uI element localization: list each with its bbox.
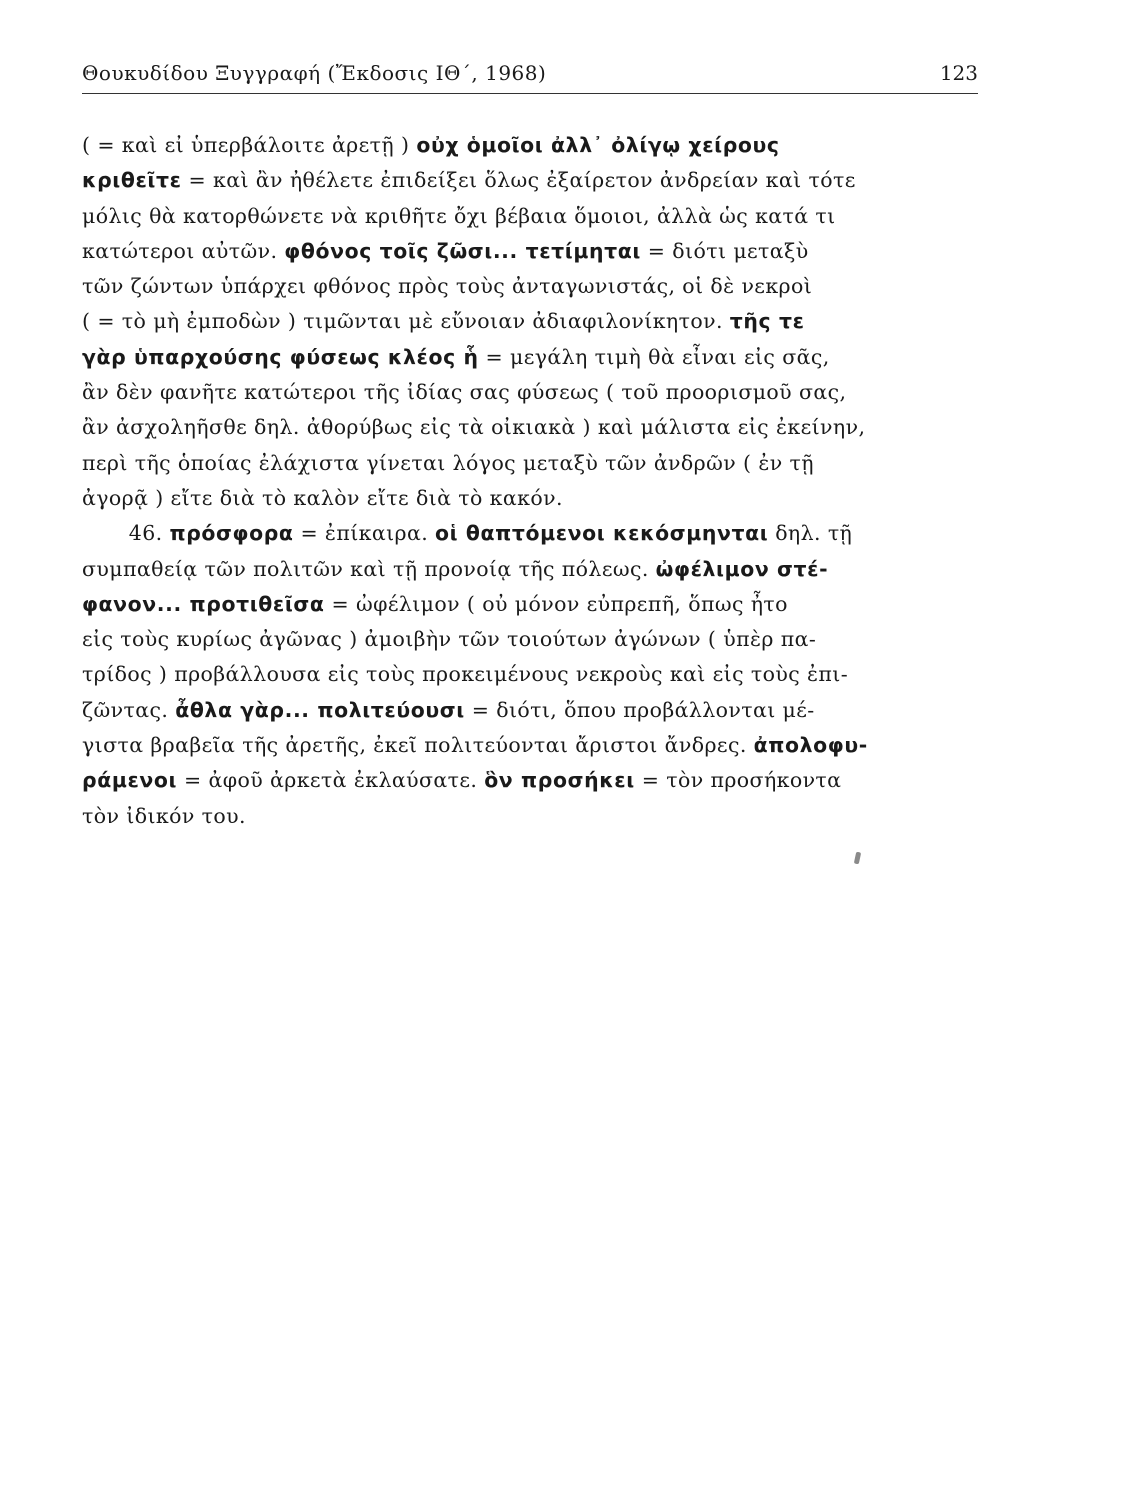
text-line (82, 481, 978, 516)
gloss-text: ἂν ἀσχοληῆσθε δηλ. ἀθορύβως εἰς τὰ οἰκιακὰ ) καὶ μάλιστα εἰς ἐκείνην, (82, 415, 866, 440)
gloss-text: τὸν ἰδικόν του. (82, 803, 246, 828)
text-line (82, 199, 978, 234)
gloss-text: τρίδος ) προβάλλουσα εἰς τοὺς προκειμένους νεκροὺς καὶ εἰς τοὺς ἐπι- (82, 662, 849, 687)
gloss-text: ἂν δὲν φανῆτε κατώτεροι τῆς ἰδίας σας φύσεως ( τοῦ προορισμοῦ σας, (82, 380, 847, 405)
text-line (82, 799, 978, 834)
commentary-body (82, 128, 982, 834)
text-line (82, 552, 978, 587)
text-line (82, 410, 978, 445)
text-line (82, 128, 978, 163)
text-line (82, 340, 978, 375)
header-rule (82, 93, 978, 94)
running-header (82, 55, 978, 95)
lemma-bold: πρόσφορα (169, 521, 294, 546)
gloss-text: ἀγορᾷ ) εἴτε διὰ τὸ καλὸν εἴτε διὰ τὸ κακόν. (82, 485, 563, 510)
gloss-text: μόλις θὰ κατορθώνετε νὰ κριθῆτε ὄχι βέβαια ὅμοιοι, ἀλλὰ ὡς κατά τι (82, 203, 836, 228)
lemma-bold: ἆθλα γὰρ... πολιτεύουσι (175, 697, 465, 722)
lemma-bold: φθόνος τοῖς ζῶσι... τετίμηται (284, 238, 641, 263)
gloss-text: = τὸν προσήκοντα (634, 768, 842, 793)
ink-speck (854, 852, 861, 865)
lemma-bold: ἀπολοφυ- (753, 733, 868, 758)
gloss-text: τῶν ζώντων ὑπάρχει φθόνος πρὸς τοὺς ἀνταγωνιστάς, οἱ δὲ νεκροὶ (82, 274, 813, 299)
gloss-text: δηλ. τῇ (768, 521, 853, 546)
running-title: Θουκυδίδου Ξυγγραφή (Ἔκδοσις ΙΘ΄, 1968) (82, 61, 547, 85)
gloss-text: = διότι μεταξὺ (640, 238, 809, 263)
lemma-bold: οἱ θαπτόμενοι κεκόσμηνται (435, 521, 769, 546)
text-line (82, 163, 978, 198)
gloss-text: εἰς τοὺς κυρίως ἀγῶνας ) ἀμοιβὴν τῶν τοιούτων ἀγώνων ( ὑπὲρ πα- (82, 627, 817, 652)
text-line (82, 516, 978, 551)
gloss-text: = μεγάλη τιμὴ θὰ εἶναι εἰς σᾶς, (478, 344, 830, 369)
gloss-text: συμπαθείᾳ τῶν πολιτῶν καὶ τῇ προνοίᾳ τῆς πόλεως. (82, 556, 656, 581)
text-line (82, 269, 978, 304)
gloss-text: = ἀφοῦ ἀρκετὰ ἐκλαύσατε. (177, 768, 485, 793)
gloss-text: περὶ τῆς ὁποίας ἐλάχιστα γίνεται λόγος μεταξὺ τῶν ἀνδρῶν ( ἐν τῇ (82, 450, 814, 475)
gloss-text: ( = τὸ μὴ ἐμποδὼν ) τιμῶνται μὲ εὔνοιαν ἀδιαφιλονίκητον. (82, 309, 730, 334)
lemma-bold: γὰρ ὑπαρχούσης φύσεως κλέος ἧ (82, 344, 479, 369)
text-line (82, 234, 978, 269)
gloss-text: = ὠφέλιμον ( οὐ μόνον εὐπρεπῆ, ὅπως ἦτο (324, 591, 788, 616)
text-line (82, 304, 978, 339)
lemma-bold: οὐχ ὁμοῖοι ἀλλ᾿ ὀλίγῳ χείρους (416, 133, 780, 157)
page-number: 123 (939, 61, 978, 85)
lemma-bold: ὃν προσήκει (484, 768, 635, 793)
gloss-text: = διότι, ὅπου προβάλλονται μέ- (464, 697, 815, 722)
text-line (82, 446, 978, 481)
gloss-text: = καὶ ἂν ἠθέλετε ἐπιδείξει ὅλως ἐξαίρετον ἀνδρείαν καὶ τότε (181, 168, 856, 193)
gloss-text: κατώτεροι αὐτῶν. (82, 238, 285, 263)
text-line (82, 375, 978, 410)
text-line (82, 657, 978, 692)
gloss-text: 46. (128, 521, 170, 546)
text-line (82, 763, 978, 798)
gloss-text: = ἐπίκαιρα. (293, 521, 436, 546)
gloss-text: γιστα βραβεῖα τῆς ἀρετῆς, ἐκεῖ πολιτεύονται ἄριστοι ἄνδρες. (82, 733, 754, 758)
text-line (82, 587, 978, 622)
lemma-bold: ὠφέλιμον στέ- (655, 556, 829, 581)
lemma-bold: κριθεῖτε (82, 168, 182, 193)
lemma-bold: τῆς τε (729, 309, 805, 334)
gloss-text: ( = καὶ εἰ ὑπερβάλοιτε ἀρετῇ ) (82, 133, 417, 157)
text-line (82, 728, 978, 763)
lemma-bold: φανον... προτιθεῖσα (82, 591, 325, 616)
lemma-bold: ράμενοι (82, 768, 178, 793)
gloss-text: ζῶντας. (82, 697, 176, 722)
text-line (82, 693, 978, 728)
text-line (82, 622, 978, 657)
